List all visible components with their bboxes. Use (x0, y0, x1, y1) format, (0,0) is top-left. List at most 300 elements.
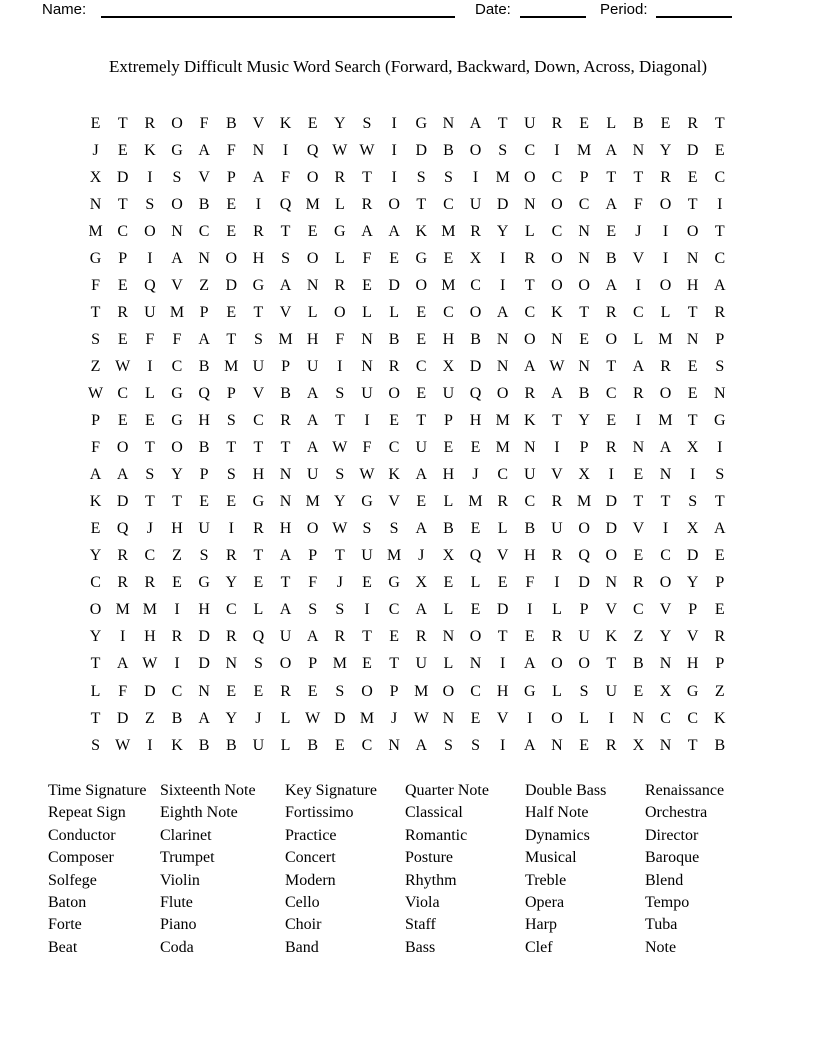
grid-letter: W (359, 141, 375, 159)
grid-letter: M (224, 357, 239, 375)
grid-letter: E (579, 114, 589, 132)
grid-letter: P (443, 412, 453, 430)
grid-letter: L (90, 682, 101, 700)
grid-letter: F (91, 439, 101, 457)
grid-letter: M (359, 709, 375, 727)
grid-letter: N (524, 195, 536, 213)
grid-letter: O (388, 195, 400, 213)
grid-letter: N (306, 276, 319, 294)
grid-letter: S (226, 466, 236, 484)
period-blank-line (656, 3, 732, 18)
grid-letter: N (442, 114, 455, 132)
grid-letter: E (416, 493, 427, 511)
grid-letter: P (688, 601, 698, 619)
grid-letter: O (659, 195, 672, 213)
grid-letter: I (662, 222, 669, 240)
grid-letter: U (415, 655, 428, 673)
grid-letter: V (496, 709, 509, 727)
grid-letter: D (496, 601, 509, 619)
grid-letter: O (524, 168, 536, 186)
grid-letter: N (714, 384, 726, 402)
grid-letter: H (171, 520, 183, 538)
grid-letter: O (551, 655, 563, 673)
grid-letter: D (225, 276, 238, 294)
grid-letter: I (527, 709, 533, 727)
grid-letter: C (660, 547, 671, 565)
grid-letter: U (469, 195, 482, 213)
grid-letter: D (116, 168, 129, 186)
grid-letter: R (605, 736, 617, 754)
grid-letter: P (579, 601, 589, 619)
date-label: Date: (475, 1, 511, 18)
period-label: Period: (600, 1, 648, 18)
grid-letter: R (714, 628, 726, 646)
grid-letter: Y (225, 574, 238, 592)
grid-letter: Q (469, 547, 482, 565)
grid-letter: L (443, 493, 454, 511)
date-blank-line (520, 3, 586, 18)
grid-letter: F (281, 168, 290, 186)
grid-letter: B (280, 384, 291, 402)
grid-letter: N (632, 141, 645, 159)
grid-letter: M (115, 601, 130, 619)
grid-letter: I (635, 276, 642, 294)
grid-letter: O (469, 303, 482, 321)
grid-letter: M (576, 141, 592, 159)
word-list-item: Time Signature (48, 782, 147, 799)
grid-letter: U (279, 628, 292, 646)
grid-letter: I (364, 601, 370, 619)
grid-letter: L (443, 655, 454, 673)
grid-letter: G (198, 574, 210, 592)
word-list-item: Blend (645, 871, 684, 889)
grid-letter: A (714, 520, 726, 538)
grid-letter: E (470, 601, 481, 619)
grid-letter: B (198, 195, 210, 213)
grid-letter: F (362, 249, 372, 267)
grid-letter: T (633, 168, 644, 186)
grid-letter: Y (659, 141, 672, 159)
grid-letter: T (552, 412, 562, 430)
grid-letter: R (117, 574, 129, 592)
grid-letter: E (362, 655, 372, 673)
grid-letter: I (255, 195, 262, 213)
grid-letter: B (443, 141, 454, 159)
grid-letter: D (198, 655, 210, 673)
grid-letter: W (332, 141, 348, 159)
grid-letter: E (524, 628, 535, 646)
grid-letter: C (388, 601, 400, 619)
grid-letter: L (579, 709, 589, 727)
grid-letter: E (470, 709, 481, 727)
word-list-item: Opera (525, 894, 565, 912)
word-list-column (160, 780, 256, 959)
grid-letter: B (633, 114, 644, 132)
grid-letter: L (280, 736, 291, 754)
grid-letter: T (714, 222, 725, 240)
grid-letter: T (687, 303, 698, 321)
grid-letter: V (632, 520, 645, 538)
grid-letter: T (144, 439, 155, 457)
grid-letter: E (579, 736, 589, 754)
grid-letter: S (253, 655, 263, 673)
grid-letter: Q (469, 384, 482, 402)
grid-letter: I (608, 466, 614, 484)
grid-letter: H (496, 682, 509, 700)
grid-letter: O (225, 249, 238, 267)
grid-letter: T (280, 574, 291, 592)
grid-letter: S (362, 520, 372, 538)
grid-letter: R (253, 520, 264, 538)
name-blank-line (101, 3, 455, 18)
grid-letter: R (361, 195, 373, 213)
grid-letter: M (441, 222, 456, 240)
grid-letter: S (416, 168, 426, 186)
grid-letter: T (117, 114, 128, 132)
grid-letter: N (361, 357, 373, 375)
grid-letter: C (605, 384, 617, 402)
grid-letter: S (715, 466, 725, 484)
grid-letter: N (252, 141, 265, 159)
grid-letter: A (659, 439, 672, 457)
grid-letter: A (632, 357, 645, 375)
grid-letter: N (551, 736, 563, 754)
grid-letter: P (308, 547, 318, 565)
grid-letter: W (332, 520, 348, 538)
grid-letter: W (305, 709, 321, 727)
grid-letter: E (307, 222, 318, 240)
grid-letter: N (578, 222, 590, 240)
word-list-item: Romantic (405, 826, 468, 844)
grid-letter: E (226, 195, 237, 213)
grid-letter: C (633, 303, 644, 321)
grid-letter: N (198, 682, 210, 700)
grid-letter: D (605, 520, 618, 538)
grid-letter: J (391, 709, 398, 727)
grid-letter: I (662, 249, 669, 267)
grid-letter: D (415, 141, 428, 159)
grid-letter: X (442, 357, 455, 375)
word-list-column (285, 780, 377, 959)
grid-letter: B (198, 357, 210, 375)
grid-letter: I (391, 168, 397, 186)
grid-letter: E (633, 682, 644, 700)
grid-letter: M (169, 303, 185, 321)
grid-letter: M (441, 276, 456, 294)
word-list-item: Repeat Sign (48, 804, 126, 822)
grid-letter: T (226, 330, 237, 348)
word-list-item: Orchestra (645, 804, 708, 822)
grid-letter: L (144, 384, 155, 402)
grid-letter: T (90, 655, 101, 673)
grid-letter: E (226, 303, 237, 321)
grid-letter: T (579, 303, 589, 321)
grid-letter: G (334, 222, 346, 240)
grid-letter: F (525, 574, 535, 592)
grid-letter: Q (144, 276, 156, 294)
grid-letter: P (226, 168, 236, 186)
grid-letter: O (171, 195, 183, 213)
grid-letter: Z (90, 357, 101, 375)
grid-letter: U (198, 520, 210, 538)
grid-letter: W (115, 736, 131, 754)
grid-letter: B (225, 736, 237, 754)
grid-letter: W (115, 357, 131, 375)
grid-letter: B (470, 330, 481, 348)
grid-letter: H (252, 466, 265, 484)
grid-letter: T (714, 493, 725, 511)
word-list-item: Tempo (645, 894, 690, 912)
grid-letter: R (605, 303, 617, 321)
grid-letter: J (635, 222, 642, 240)
grid-letter: C (660, 709, 671, 727)
grid-letter: U (415, 439, 428, 457)
grid-letter: I (282, 141, 289, 159)
grid-letter: I (147, 357, 153, 375)
grid-letter: X (686, 520, 699, 538)
grid-letter: A (605, 195, 618, 213)
grid-letter: E (334, 736, 345, 754)
grid-letter: N (171, 222, 183, 240)
grid-letter: F (118, 682, 128, 700)
word-list-item: Key Signature (285, 782, 377, 799)
grid-letter: O (306, 520, 319, 538)
grid-letter: E (307, 682, 318, 700)
grid-letter: C (90, 574, 101, 592)
grid-letter: O (116, 439, 129, 457)
grid-letter: I (554, 574, 560, 592)
grid-letter: S (253, 330, 263, 348)
word-search-grid (82, 110, 733, 759)
grid-letter: G (524, 682, 536, 700)
grid-letter: O (605, 547, 618, 565)
grid-letter: D (198, 628, 210, 646)
grid-letter: I (500, 736, 506, 754)
grid-letter: E (172, 574, 182, 592)
grid-letter: O (334, 303, 346, 321)
grid-letter: S (308, 601, 318, 619)
grid-letter: R (334, 168, 346, 186)
grid-letter: P (579, 168, 589, 186)
grid-letter: I (500, 276, 506, 294)
grid-letter: G (686, 682, 699, 700)
grid-letter: O (469, 141, 482, 159)
grid-letter: T (226, 439, 237, 457)
grid-letter: E (117, 141, 128, 159)
grid-letter: T (687, 195, 698, 213)
word-list-item: Conductor (48, 826, 116, 844)
grid-letter: T (416, 195, 427, 213)
grid-letter: S (389, 520, 399, 538)
grid-letter: R (524, 249, 536, 267)
grid-letter: K (144, 141, 156, 159)
grid-letter: C (551, 168, 563, 186)
grid-letter: S (471, 736, 480, 754)
grid-letter: O (496, 384, 509, 402)
grid-letter: R (171, 628, 183, 646)
grid-letter: R (605, 439, 617, 457)
word-list-item: Clef (525, 938, 553, 956)
grid-letter: S (91, 330, 101, 348)
grid-letter: B (633, 655, 644, 673)
grid-letter: F (172, 330, 182, 348)
grid-letter: X (632, 736, 645, 754)
grid-letter: U (144, 303, 156, 321)
page-title: Extremely Difficult Music Word Search (Forward, Backward, Down, Across, Diagonal) (108, 57, 708, 76)
grid-letter: B (714, 736, 726, 754)
grid-letter: M (658, 412, 673, 430)
grid-letter: F (335, 330, 345, 348)
grid-letter: F (226, 141, 236, 159)
grid-letter: E (117, 276, 128, 294)
grid-letter: E (687, 168, 698, 186)
word-list-item: Piano (160, 916, 197, 934)
grid-letter: U (442, 384, 455, 402)
grid-letter: I (500, 655, 506, 673)
grid-letter: K (605, 628, 618, 646)
grid-letter: O (551, 276, 563, 294)
grid-letter: B (443, 520, 454, 538)
grid-letter: R (225, 628, 237, 646)
grid-letter: O (306, 168, 319, 186)
word-list-item: Bass (405, 938, 436, 956)
grid-letter: R (497, 493, 509, 511)
grid-letter: C (524, 493, 536, 511)
grid-letter: H (252, 249, 265, 267)
grid-letter: N (496, 357, 509, 375)
word-list-item: Composer (48, 849, 114, 867)
grid-letter: E (389, 412, 399, 430)
word-list-item: Eighth Note (160, 804, 238, 822)
word-list (0, 780, 816, 970)
grid-letter: I (174, 655, 180, 673)
grid-letter: A (252, 168, 265, 186)
grid-letter: C (443, 303, 454, 321)
word-list-item: Quarter Note (405, 782, 489, 799)
grid-letter: F (91, 276, 101, 294)
grid-letter: R (388, 357, 400, 375)
grid-letter: S (199, 547, 209, 565)
grid-letter: B (171, 709, 183, 727)
word-list-item: Clarinet (160, 826, 212, 844)
grid-letter: E (579, 330, 589, 348)
grid-letter: E (497, 574, 508, 592)
grid-letter: A (116, 655, 129, 673)
grid-letter: E (470, 520, 481, 538)
grid-letter: L (334, 195, 345, 213)
word-list-column (525, 780, 606, 959)
grid-letter: G (171, 412, 183, 430)
grid-letter: C (578, 195, 590, 213)
grid-letter: I (120, 628, 126, 646)
grid-letter: F (199, 114, 209, 132)
word-list-column (48, 780, 147, 959)
grid-letter: G (388, 574, 400, 592)
grid-letter: E (362, 574, 372, 592)
grid-letter: M (305, 195, 320, 213)
grid-letter: H (469, 412, 482, 430)
grid-letter: O (578, 655, 590, 673)
grid-letter: L (633, 330, 644, 348)
word-list-item: Renaissance (645, 782, 725, 799)
word-list-item: Baton (48, 894, 87, 912)
grid-letter: N (659, 466, 672, 484)
grid-letter: V (686, 628, 699, 646)
grid-letter: T (687, 412, 698, 430)
grid-letter: R (144, 574, 156, 592)
grid-letter: T (660, 493, 671, 511)
word-list-item: Fortissimo (285, 804, 354, 822)
grid-letter: F (362, 439, 372, 457)
grid-letter: R (551, 114, 563, 132)
word-list-item: Musical (525, 849, 577, 867)
grid-letter: U (605, 682, 618, 700)
grid-letter: R (633, 384, 644, 402)
grid-letter: R (280, 412, 291, 430)
grid-letter: S (335, 384, 345, 402)
grid-letter: E (226, 222, 237, 240)
grid-letter: A (89, 466, 102, 484)
grid-letter: O (605, 330, 618, 348)
grid-letter: T (253, 439, 264, 457)
grid-letter: O (659, 276, 672, 294)
grid-letter: B (605, 249, 617, 267)
grid-letter: C (714, 168, 726, 186)
grid-letter: R (551, 628, 563, 646)
grid-letter: S (335, 466, 345, 484)
grid-letter: E (714, 141, 725, 159)
grid-letter: J (472, 466, 479, 484)
word-list-item: Note (645, 938, 677, 956)
grid-letter: E (416, 330, 427, 348)
grid-letter: D (388, 276, 400, 294)
grid-letter: N (659, 655, 672, 673)
grid-letter: T (362, 168, 372, 186)
grid-letter: Y (89, 628, 102, 646)
word-list-item: Staff (405, 916, 436, 934)
grid-letter: T (362, 628, 372, 646)
word-list-item: Concert (285, 849, 336, 867)
grid-letter: P (715, 330, 725, 348)
grid-letter: Q (279, 195, 292, 213)
grid-letter: E (714, 601, 725, 619)
grid-letter: P (226, 384, 236, 402)
grid-letter: N (578, 357, 590, 375)
grid-letter: N (225, 655, 238, 673)
grid-letter: K (551, 303, 563, 321)
grid-letter: A (388, 222, 400, 240)
grid-letter: T (416, 412, 427, 430)
grid-letter: S (226, 412, 236, 430)
grid-letter: T (334, 412, 345, 430)
grid-letter: E (443, 249, 454, 267)
grid-letter: I (174, 601, 180, 619)
grid-letter: O (659, 384, 672, 402)
word-list-item: Dynamics (525, 826, 590, 844)
grid-letter: E (633, 547, 644, 565)
grid-letter: C (253, 412, 264, 430)
grid-letter: H (442, 466, 455, 484)
grid-letter: V (605, 601, 618, 619)
grid-letter: G (415, 114, 428, 132)
grid-letter: A (279, 547, 292, 565)
grid-letter: A (605, 276, 618, 294)
grid-letter: Y (659, 628, 672, 646)
grid-letter: R (334, 276, 346, 294)
grid-letter: O (144, 222, 156, 240)
grid-letter: N (578, 249, 590, 267)
grid-letter: N (198, 249, 210, 267)
